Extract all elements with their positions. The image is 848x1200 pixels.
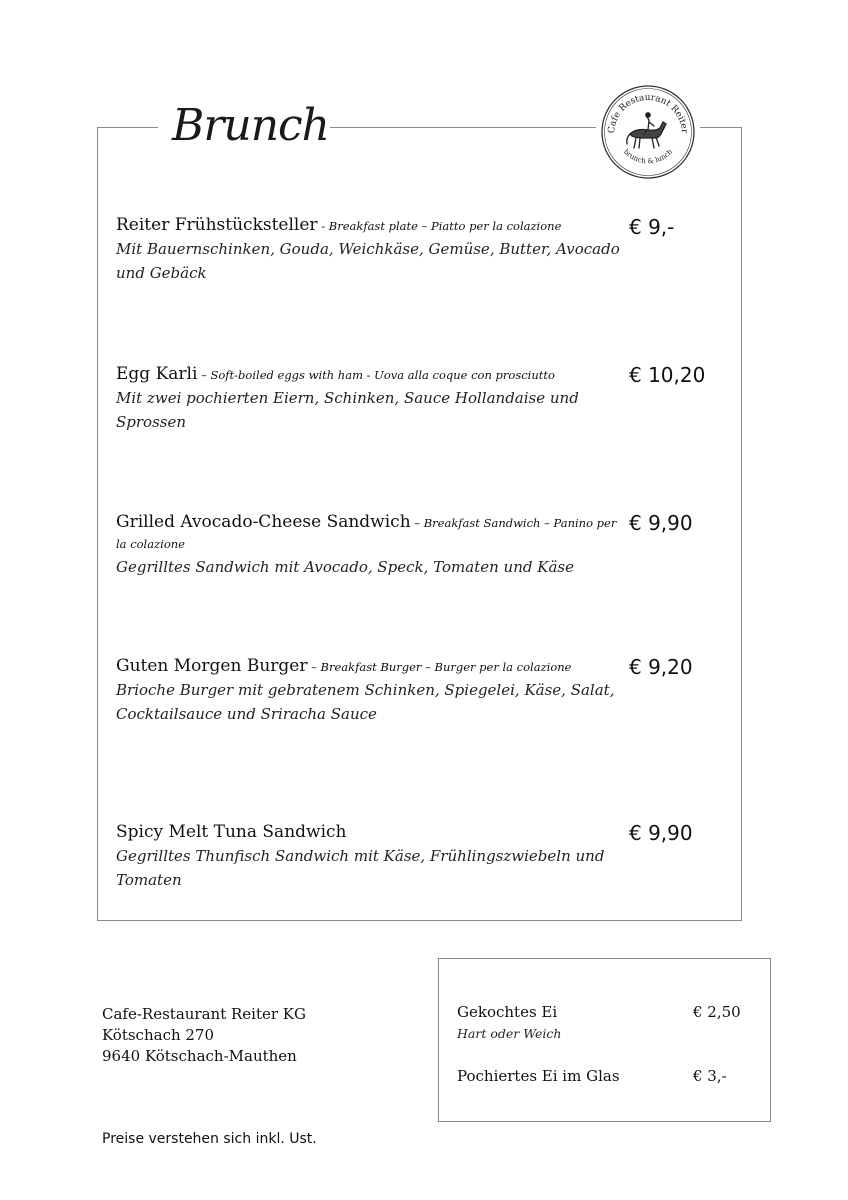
svg-text:Cafe Restaurant Reiter: Cafe Restaurant Reiter [606, 92, 690, 134]
item-name: Spicy Melt Tuna Sandwich [116, 822, 347, 842]
item-price: € 9,- [629, 215, 675, 239]
menu-item [116, 512, 621, 579]
restaurant-address [102, 1004, 306, 1067]
menu-item [116, 656, 621, 726]
price-note: Preise verstehen sich inkl. Ust. [102, 1131, 317, 1147]
address-line: 9640 Kötschach-Mauthen [102, 1047, 297, 1065]
item-description: Gegrilltes Thunfisch Sandwich mit Käse, Frühlingszwiebeln und Tomaten [116, 847, 605, 889]
item-price: € 10,20 [629, 363, 706, 387]
address-line: Kötschach 270 [102, 1026, 215, 1044]
restaurant-logo [600, 84, 696, 180]
item-description: Mit zwei pochierten Eiern, Schinken, Sauce Hollandaise und Sprossen [116, 389, 579, 431]
item-price: € 9,20 [629, 655, 693, 679]
item-translation: - Breakfast plate – Piatto per la colazione [317, 219, 562, 233]
item-description: Mit Bauernschinken, Gouda, Weichkäse, Gemüse, Butter, Avocado und Gebäck [116, 240, 620, 282]
menu-item [116, 364, 621, 434]
item-name: Grilled Avocado-Cheese Sandwich [116, 512, 411, 532]
item-price: € 9,90 [629, 821, 693, 845]
item-translation: – Soft-boiled eggs with ham - Uova alla coque con prosciutto [197, 368, 555, 382]
extra-item-note: Hart oder Weich [457, 1026, 562, 1041]
extras-box [438, 958, 771, 1122]
page-title: Brunch [172, 100, 330, 151]
item-name: Guten Morgen Burger [116, 656, 308, 676]
horse-rider-icon [627, 113, 666, 148]
extra-item-price: € 2,50 [693, 1003, 741, 1021]
item-translation: – Breakfast Burger – Burger per la colazione [307, 660, 572, 674]
svg-text:brunch & lunch: brunch & lunch [621, 147, 675, 166]
item-description: Gegrilltes Sandwich mit Avocado, Speck, Tomaten und Käse [116, 558, 574, 576]
extra-item-name: Gekochtes Ei [457, 1003, 558, 1021]
item-name: Reiter Frühstücksteller [116, 215, 318, 235]
item-name: Egg Karli [116, 364, 198, 384]
item-price: € 9,90 [629, 511, 693, 535]
address-line: Cafe-Restaurant Reiter KG [102, 1005, 306, 1023]
extra-item-name: Pochiertes Ei im Glas [457, 1067, 620, 1085]
item-translation: – Breakfast Sandwich – Panino per la colazione [116, 516, 617, 551]
extra-item-price: € 3,- [693, 1067, 727, 1085]
menu-item [116, 822, 621, 892]
menu-item [116, 215, 621, 285]
item-description: Brioche Burger mit gebratenem Schinken, Spiegelei, Käse, Salat, Cocktailsauce und Sriracha Sauce [116, 681, 615, 723]
